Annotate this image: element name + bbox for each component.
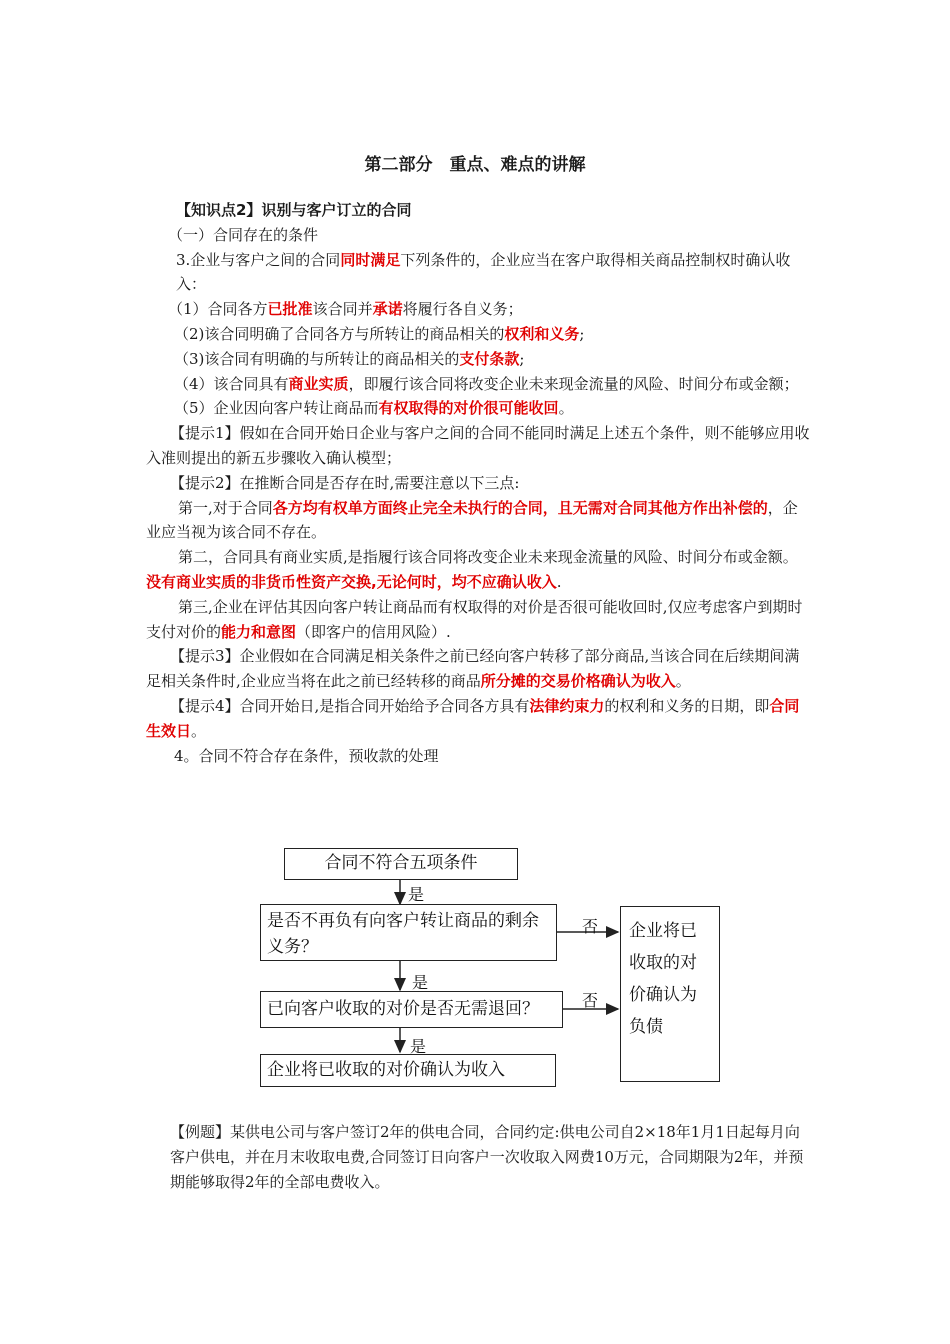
condition-1 [146,297,810,322]
point-third [146,595,810,645]
highlight: 能力和意图 [221,622,297,641]
yes-label-3: 是 [410,1037,427,1056]
text: （1）合同各方 [168,300,268,319]
text: . [556,572,562,591]
page-title: 第二部分 重点、难点的讲解 [364,155,586,175]
flow-box-start: 合同不符合五项条件 [284,848,518,880]
highlight: 所分摊的交易价格确认为收入 [480,672,676,691]
no-label-2: 否 [582,991,599,1010]
no-label-1: 否 [582,917,599,936]
text: 。 [558,399,574,418]
flow-box-liability: 企业将已收取的对价确认为负债 [620,906,720,1082]
sub-heading: （一）合同存在的条件 [168,225,319,244]
yes-label-1: 是 [408,885,425,904]
highlight: 法律约束力 [529,696,605,715]
highlight: 已批准 [267,300,313,319]
tip-4 [146,694,810,744]
text: （3)该合同有明确的与所转让的商品相关的 [174,349,460,368]
paragraph-3 [146,248,810,298]
highlight: 同时满足 [340,250,401,269]
highlight: 各方均有权单方面终止完全未执行的合同，且无需对合同其他方作出补偿的 [272,498,768,517]
highlight: 有权取得的对价很可能收回 [378,399,559,418]
paragraph-4: 4。合同不符合存在条件，预收款的处理 [174,746,439,765]
tip-3 [146,644,810,694]
text: 【提示3】企业假如在合同满足相关条件之前已经向客户转移了部分商品,当该合同在后续期间满足相关条件时,企业应当将在此之前已经转移的商品 [146,647,800,691]
highlight: 合同生效日 [146,696,800,740]
condition-2 [146,322,810,347]
text: 。 [675,672,691,691]
text: 第一,对于合同 [178,498,273,517]
point-second [146,545,810,595]
highlight: 权利和义务 [504,324,580,343]
text: 的权利和义务的日期，即 [604,696,770,715]
text: 。 [191,721,207,740]
tip-1: 【提示1】假如在合同开始日企业与客户之间的合同不能同时满足上述五个条件，则不能够应用收入准则提出的新五步骤收入确认模型； [146,424,810,467]
text: 将履行各自义务； [402,300,523,319]
highlight: 没有商业实质的非货币性资产交换,无论何时，均不应确认收入 [146,572,557,591]
text: 下列条件的，企业应当在客户取得相关商品控制权时确认收入： [176,250,791,294]
flowchart [254,842,724,1087]
highlight: 承诺 [372,300,403,319]
highlight: 支付条款 [459,349,520,368]
text: 第二，合同具有商业实质,是指履行该合同将改变企业未来现金流量的风险、时间分布或金额。 [178,548,798,567]
example-section [146,1120,810,1195]
flow-box-refund: 已向客户收取的对价是否无需退回？ [260,991,563,1028]
text: ，即履行该合同将改变企业未来现金流量的风险、时间分布或金额； [348,374,799,393]
text: （即客户的信用风险）. [296,622,451,641]
text: 第三,企业在评估其因向客户转让商品而有权取得的对价是否很可能收回时,仅应考虑客户到期时支付对价的 [146,597,803,641]
text: 3.企业与客户之间的合同 [176,250,341,269]
condition-4 [146,372,810,397]
condition-3 [146,347,810,372]
text: 【提示4】合同开始日,是指合同开始给予合同各方具有 [170,696,530,715]
flow-box-revenue: 企业将已收取的对价确认为收入 [260,1054,556,1087]
highlight: 商业实质 [288,374,349,393]
condition-5 [146,396,810,421]
text: ，企业应当视为该合同不存在。 [146,498,798,542]
flow-box-obligation: 是否不再负有向客户转让商品的剩余义务？ [260,904,557,961]
point-first [146,496,810,546]
text: （4）该合同具有 [174,374,289,393]
knowledge-section [146,198,810,768]
text: 该合同并 [312,300,373,319]
tip-2: 【提示2】在推断合同是否存在时,需要注意以下三点: [170,473,520,492]
text: ; [519,349,525,368]
text: ; [579,324,585,343]
text: （5）企业因向客户转让商品而 [174,399,379,418]
text: （2)该合同明确了合同各方与所转让的商品相关的 [174,324,505,343]
example-text: 【例题】某供电公司与客户签订2年的供电合同，合同约定:供电公司自2×18年1月1日起每月向客户供电，并在月末收取电费,合同签订日向客户一次收取入网费10万元，合同期限为2年，并预期能够取得2年的全部电费收入。 [170,1123,804,1191]
section-heading: 【知识点2】识别与客户订立的合同 [176,201,412,219]
yes-label-2: 是 [412,973,429,992]
